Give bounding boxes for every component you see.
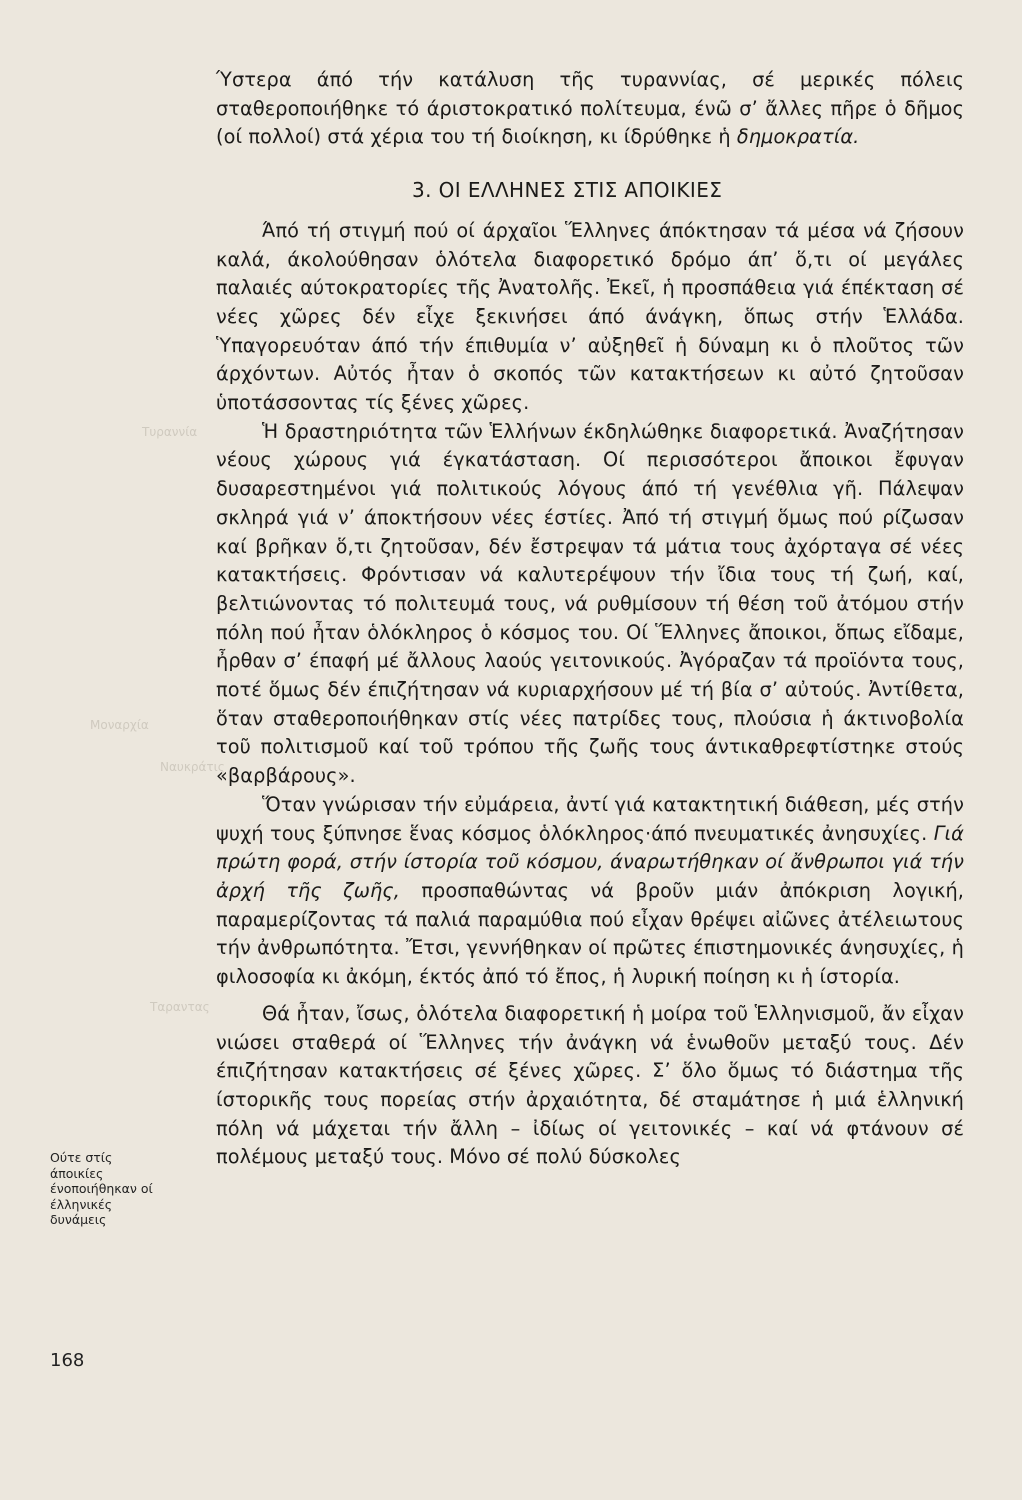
page-number: 168 (50, 1350, 85, 1371)
paragraph-3-text-a: Ὅταν γνώρισαν τήν εὐμάρεια, ἀντί γιά κατακτητική διάθεση, μές στήν ψυχή τους ξύπνησε ἕνας κόσμος ὁλόκληρος·άπό πνευματικές ἀνησυχίες. (216, 792, 964, 845)
margin-note-line: δυνάμεις (50, 1212, 107, 1227)
paragraph-3 (216, 791, 964, 992)
margin-note-line: Ούτε στίς (50, 1150, 113, 1165)
paragraph-1: Άπό τή στιγμή πού οί άρχαῖοι Ἕλληνες άπόκτησαν τά μέσα νά ζήσουν καλά, άκολούθησαν ὁλότελα διαφορετικό δρόμο άπ’ ὅ,τι οί μεγάλες παλαιές αύτοκρατορίες τῆς Ἀνατολῆς. Ἐκεῖ, ἡ προσπάθεια γιά έπέκταση σέ νέες χῶρες δέν εἶχε ξεκινήσει άπό άνάγκη, ὅπως στήν Ἑλλάδα. Ὑπαγορευόταν άπό τήν έπιθυμία ν’ αὐξηθεῖ ἡ δύναμη κι ὁ πλοῦτος τῶν άρχόντων. Αὐτός ἦταν ὁ σκοπός τῶν κατακτήσεων κι αὐτό ζητοῦσαν ὑποτάσσοντας τίς ξένες χῶρες. (216, 218, 964, 415)
paragraph-4: Θά ἦταν, ἴσως, ὁλότελα διαφορετική ἡ μοίρα τοῦ Ἑλληνισμοῦ, ἄν εἶχαν νιώσει σταθερά οί Ἕλληνες τήν ἀνάγκη νά ἑνωθοῦν μεταξύ τους. Δέν έπιζήτησαν κατακτήσεις σέ ξένες χῶρες. Σ’ ὅλο ὅμως τό διάστημα τῆς ίστορικῆς τους πορείας στήν ἀρχαιότητα, δέ σταμάτησε ἡ μιά ἑλληνική πόλη νά μάχεται τήν ἄλλη – ἰδίως οί γειτονικές – καί νά φτάνουν σέ πολέμους μεταξύ τους. Μόνο σέ πολύ δύσκολες (216, 1001, 964, 1169)
section-heading: 3. ΟΙ ΕΛΛΗΝΕΣ ΣΤΙΣ ΑΠΟΙΚΙΕΣ (412, 178, 723, 203)
margin-note-line: έλληνικές (50, 1196, 113, 1212)
margin-note-line: άποικίες (50, 1165, 104, 1181)
margin-note (50, 1150, 190, 1228)
margin-note-line: ένοποιήθηκαν οί (50, 1181, 153, 1196)
intro-emphasis: δημοκρατία. (736, 125, 860, 149)
show-through-label: Τυραννία (142, 425, 198, 439)
show-through-label: Ναυκράτις (160, 760, 225, 774)
intro-text: Ύστερα άπό τήν κατάλυση τῆς τυραννίας, σέ μερικές πόλεις σταθεροποιήθηκε τό άριστοκρατικό πολίτευμα, ένῶ σ’ ἄλλες πῆρε ὁ δῆμος (οί πολλοί) στά χέρια του τή διοίκηση, κι ίδρύθηκε ἡ (216, 68, 964, 149)
show-through-label: Ταραντας (150, 1000, 210, 1014)
show-through-label: Μοναρχία (90, 718, 149, 732)
paragraph-2: Ἡ δραστηριότητα τῶν Ἑλλήνων έκδηλώθηκε διαφορετικά. Ἀναζήτησαν νέους χώρους γιά έγκατάσταση. Οί περισσότεροι ἄποικοι ἔφυγαν δυσαρεστημένοι γιά πολιτικούς λόγους άπό τή γενέθλια γῆ. Πάλεψαν σκληρά γιά ν’ άποκτήσουν νέες έστίες. Ἀπό τή στιγμή ὅμως πού ρίζωσαν καί βρῆκαν ὅ,τι ζητοῦσαν, δέν ἔστρεψαν τά μάτια τους ἀχόρταγα σέ νέες κατακτήσεις. Φρόντισαν νά καλυτερέψουν τήν ἴδια τους τή ζωή, καί, βελτιώνοντας τό πολιτευμά τους, νά ρυθμίσουν τή θέση τοῦ ἀτόμου στήν πόλη πού ἦταν ὁλόκληρος ὁ κόσμος του. Οί Ἕλληνες ἄποικοι, ὅπως εἴδαμε, ἦρθαν σ’ έπαφή μέ ἄλλους λαούς γειτονικούς. Ἀγόραζαν τά προϊόντα τους, ποτέ ὅμως δέν έπιζήτησαν νά κυριαρχήσουν μέ τή βία σ’ αὐτούς. Ἀντίθετα, ὅταν σταθεροποιήθηκαν στίς νέες πατρίδες τους, πλούσια ἡ άκτινοβολία τοῦ πολιτισμοῦ καί τοῦ τρόπου τῆς ζωῆς τους άντικαθρεφτίστηκε στούς «βαρβάρους». (216, 419, 964, 788)
paragraph-3-text-b: προσπαθώντας νά βροῦν μιάν ἀπόκριση λογική, παραμερίζοντας τά παλιά παραμύθια πού εἶχαν θρέψει αἰῶνες ἀτέλειωτους τήν ἀνθρωπότητα. Ἔτσι, γεννήθηκαν οί πρῶτες έπιστημονικές άνησυχίες, ἡ φιλοσοφία κι ἀκόμη, έκτός ἀπό τό ἔπος, ἡ λυρική ποίηση κι ἡ ίστορία. (216, 878, 964, 989)
main-text-column (216, 66, 964, 1172)
intro-paragraph (216, 66, 964, 152)
paragraph-3-emphasis: Γιά πρώτη φορά, στήν ίστορία τοῦ κόσμου, άναρωτήθηκαν οί ἄνθρωποι γιά τήν ἀρχή τῆς ζωῆς, (216, 821, 964, 902)
